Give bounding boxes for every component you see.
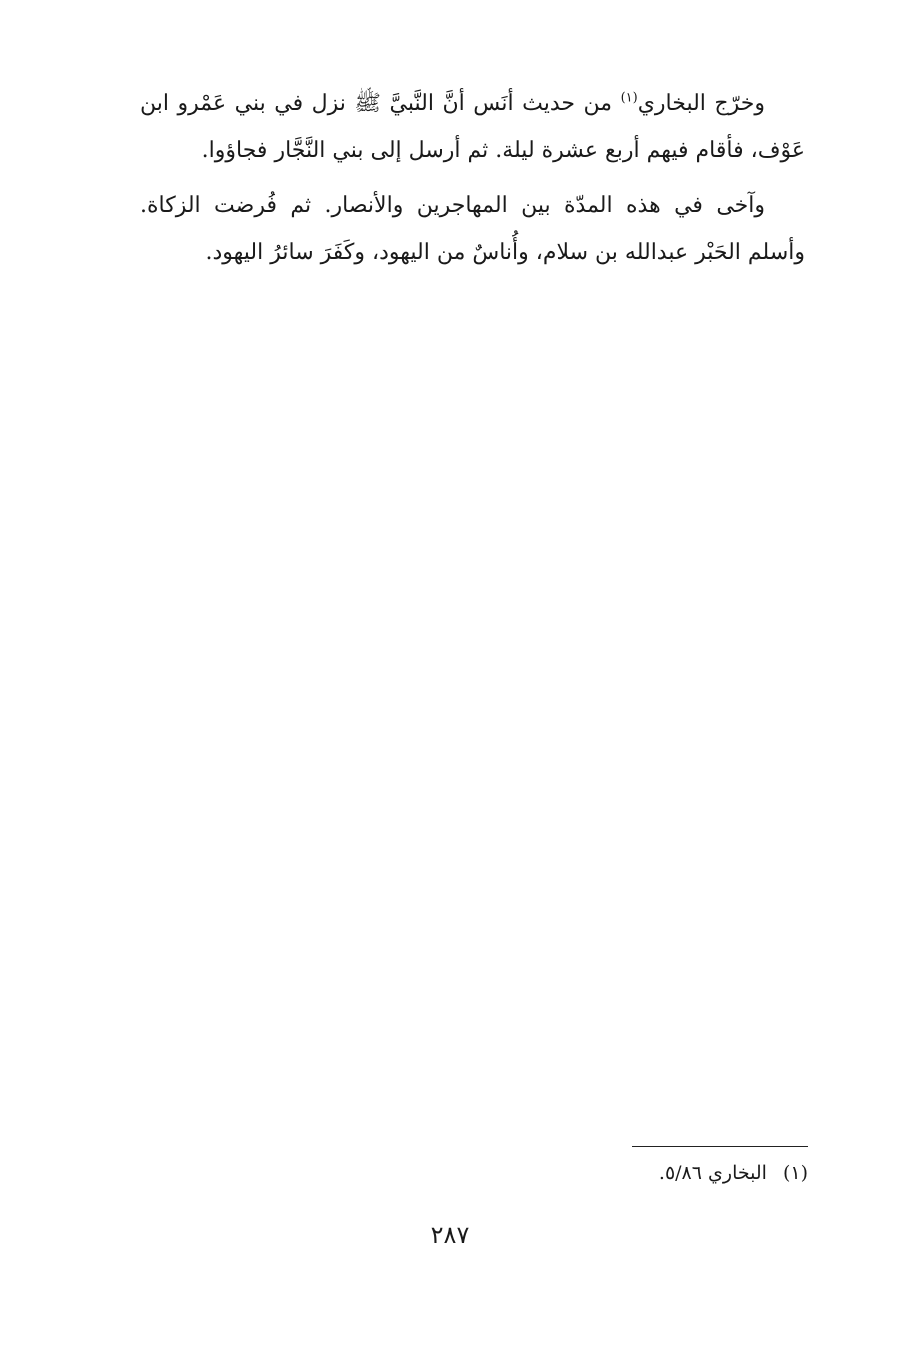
paragraph-1-rest: من حديث أنَس أنَّ النَّبيَّ ﷺ نزل في بني عَمْرو ابن عَوْف، فأقام فيهم أربع عشرة ليلة. ثم أرسل إلى بني النَّجَّار فجاؤوا.	[140, 91, 805, 163]
footnote-separator	[632, 1146, 808, 1147]
paragraph-2: وآخى في هذه المدّة بين المهاجرين والأنصار. ثم فُرضت الزكاة. وأسلم الحَبْر عبدالله بن سلام، وأُناسٌ من اليهود، وكَفَرَ سائرُ اليهود.	[140, 193, 805, 265]
paragraph-1	[140, 80, 805, 174]
page-number: ٢٨٧	[430, 1221, 470, 1249]
paragraph-1-start: وخرّج البخاري	[637, 91, 765, 116]
footnote-text: البخاري ٥/٨٦.	[658, 1162, 767, 1184]
footnote-reference: (١)	[620, 90, 638, 106]
footnote	[560, 1158, 808, 1188]
footnote-number: (١)	[782, 1162, 808, 1184]
main-text-block	[140, 80, 805, 276]
